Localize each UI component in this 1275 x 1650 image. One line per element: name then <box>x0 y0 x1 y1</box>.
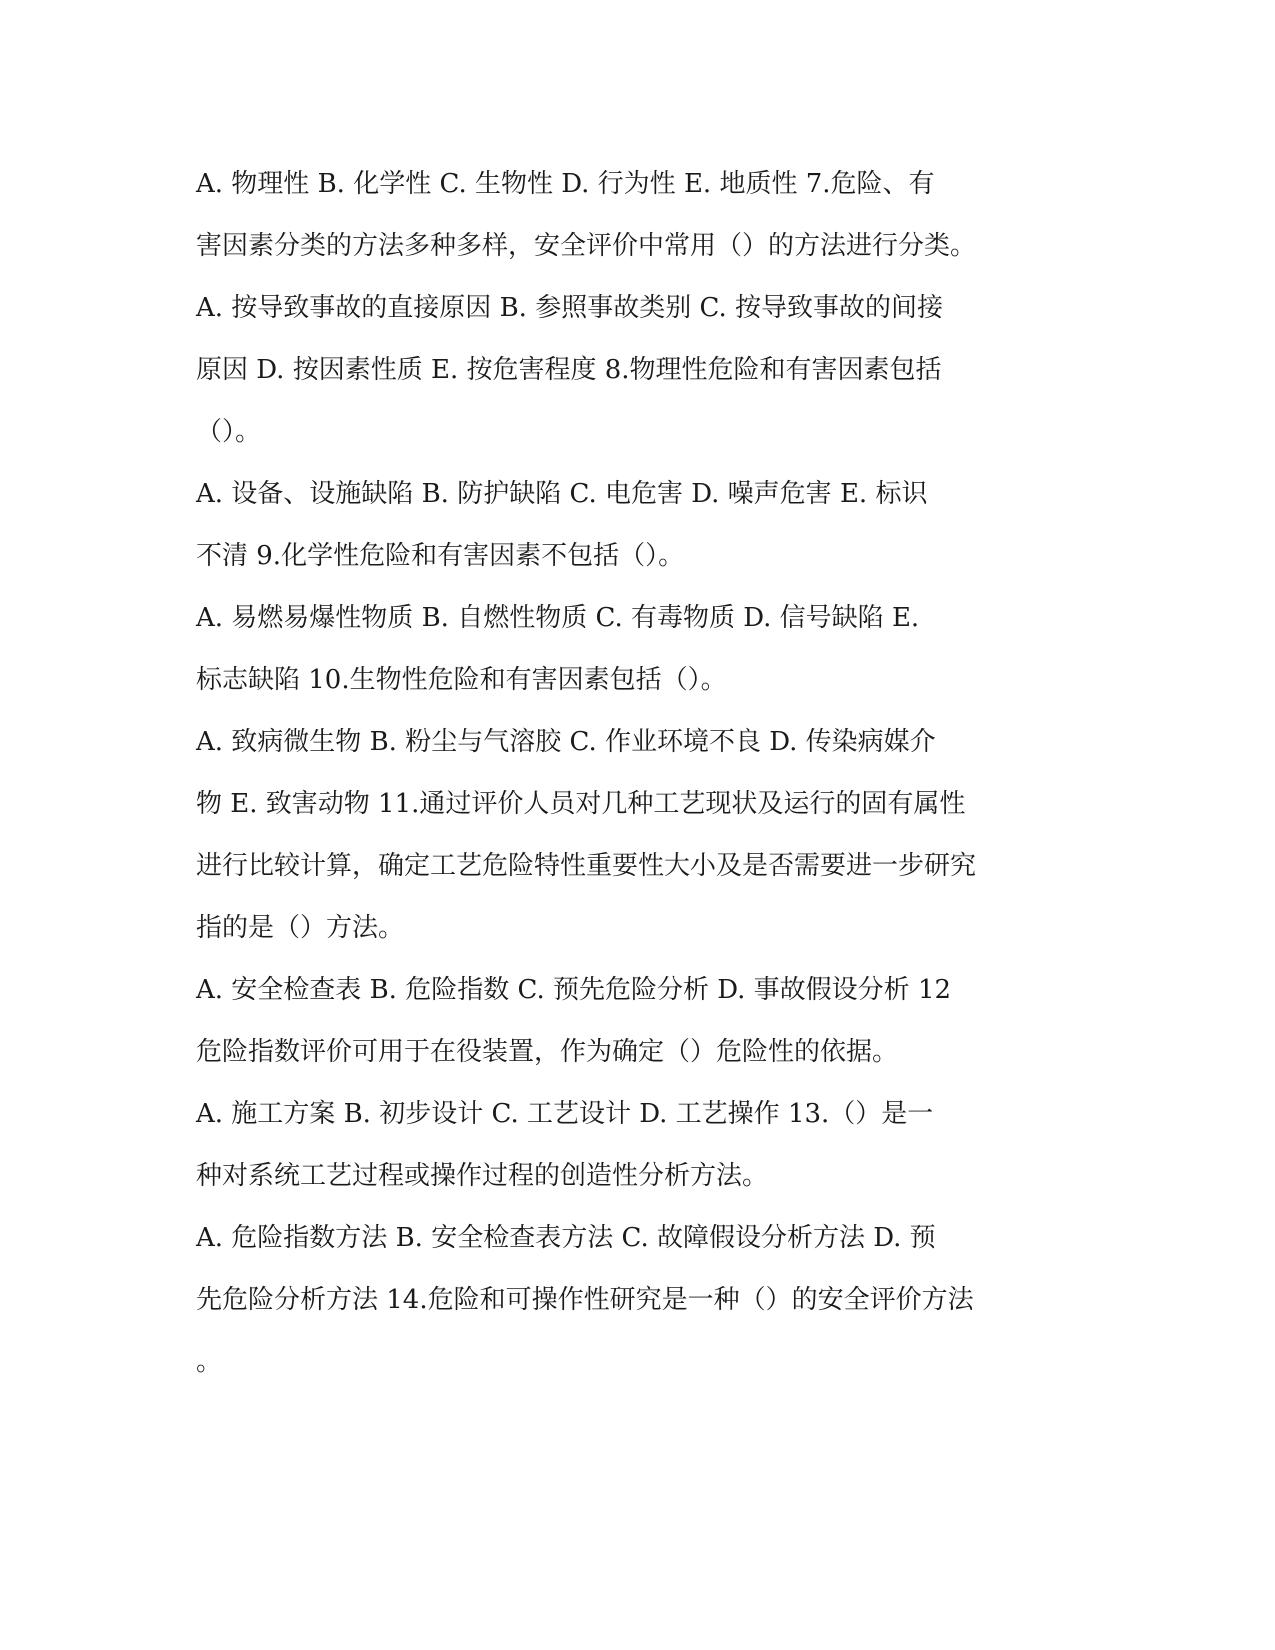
text-line: 物 E. 致害动物 11.通过评价人员对几种工艺现状及运行的固有属性 <box>196 789 966 819</box>
text-line: A. 设备、设施缺陷 B. 防护缺陷 C. 电危害 D. 噪声危害 E. 标识 <box>196 479 928 509</box>
text-line: 指的是（）方法。 <box>196 913 405 943</box>
text-line: A. 易燃易爆性物质 B. 自燃性物质 C. 有毒物质 D. 信号缺陷 E. <box>196 603 920 633</box>
text-line: （）。 <box>196 417 262 447</box>
text-line: 。 <box>196 1347 223 1377</box>
text-line: 不清 9.化学性危险和有害因素不包括（）。 <box>196 541 685 571</box>
text-line: 害因素分类的方法多种多样，安全评价中常用（）的方法进行分类。 <box>196 231 977 261</box>
text-line: 种对系统工艺过程或操作过程的创造性分析方法。 <box>196 1161 769 1191</box>
text-line: 进行比较计算，确定工艺危险特性重要性大小及是否需要进一步研究 <box>196 851 977 881</box>
text-line: A. 按导致事故的直接原因 B. 参照事故类别 C. 按导致事故的间接 <box>196 293 943 323</box>
text-line: A. 安全检查表 B. 危险指数 C. 预先危险分析 D. 事故假设分析 12 <box>196 975 952 1005</box>
text-line: A. 物理性 B. 化学性 C. 生物性 D. 行为性 E. 地质性 7.危险、有 <box>196 169 935 199</box>
text-line: 先危险分析方法 14.危险和可操作性研究是一种（）的安全评价方法 <box>196 1285 974 1315</box>
text-line: A. 危险指数方法 B. 安全检查表方法 C. 故障假设分析方法 D. 预 <box>196 1223 936 1253</box>
text-line: 原因 D. 按因素性质 E. 按危害程度 8.物理性危险和有害因素包括 <box>196 355 942 385</box>
text-line: A. 致病微生物 B. 粉尘与气溶胶 C. 作业环境不良 D. 传染病媒介 <box>196 727 936 757</box>
text-line: A. 施工方案 B. 初步设计 C. 工艺设计 D. 工艺操作 13.（）是一 <box>196 1099 934 1129</box>
text-line: 危险指数评价可用于在役装置，作为确定（）危险性的依据。 <box>196 1037 899 1067</box>
text-line: 标志缺陷 10.生物性危险和有害因素包括（）。 <box>196 665 727 695</box>
